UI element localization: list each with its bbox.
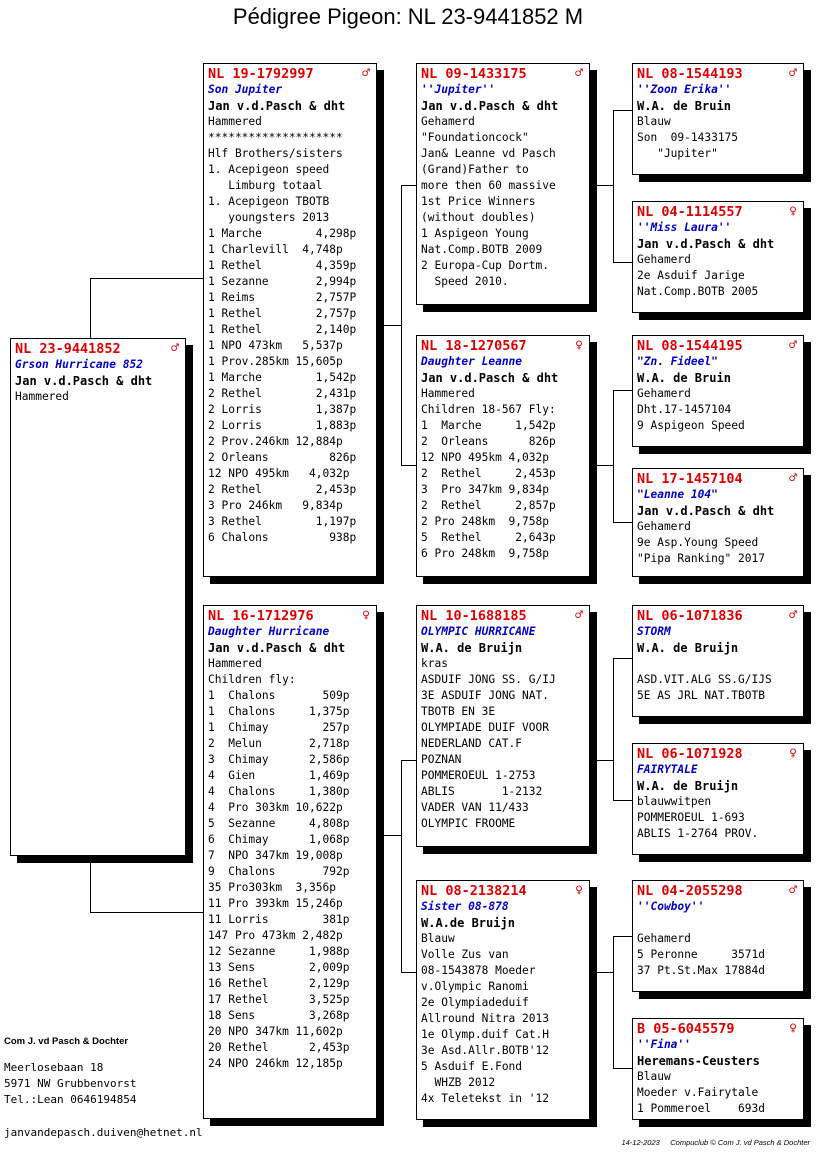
connector bbox=[597, 185, 613, 186]
info-line: VADER VAN 11/433 bbox=[421, 801, 529, 814]
info-line: 5 Peronne 3571d bbox=[637, 948, 765, 961]
info-line: 1 Aspigeon Young bbox=[421, 227, 529, 240]
info-line: 11 Pro 393km 15,246p bbox=[208, 897, 343, 910]
pigeon-card-ggp-5[interactable] bbox=[632, 605, 804, 717]
info-line: 3 Pro 246km 9,834p bbox=[208, 499, 343, 512]
sex-icon: ♂ bbox=[362, 66, 370, 81]
pigeon-name: ''Zoon Erika'' bbox=[637, 83, 732, 96]
card-header bbox=[421, 66, 585, 82]
info-line bbox=[637, 656, 799, 672]
card-header bbox=[15, 341, 181, 357]
info-line: 35 Pro303km 3,356p bbox=[208, 881, 336, 894]
connector bbox=[384, 325, 401, 326]
info-line: 17 Rethel 3,525p bbox=[208, 993, 350, 1006]
pigeon-name: Daughter Leanne bbox=[421, 355, 523, 368]
pigeon-name: "Zn. Fideel" bbox=[637, 355, 718, 368]
pigeon-name: OLYMPIC HURRICANE bbox=[421, 625, 536, 638]
pigeon-name: Son Jupiter bbox=[208, 83, 283, 96]
breeder: W.A.de Bruijn bbox=[421, 916, 515, 930]
connector bbox=[401, 185, 417, 186]
info-line: 4 Gien 1,469p bbox=[208, 769, 350, 782]
info-line: Allround Nitra 2013 bbox=[421, 1012, 549, 1025]
info-line: Hammered bbox=[208, 115, 262, 128]
info-line: youngsters 2013 bbox=[208, 211, 330, 224]
breeder: Jan v.d.Pasch & dht bbox=[421, 371, 559, 385]
info-line: POZNAN bbox=[421, 753, 462, 766]
info-line: 1. Acepigeon speed bbox=[208, 163, 330, 176]
info-line: 1 Rethel 4,359p bbox=[208, 259, 357, 272]
connector bbox=[90, 850, 91, 912]
info-line: 24 NPO 246km 12,185p bbox=[208, 1057, 343, 1070]
info-line: 9 Chalons 792p bbox=[208, 865, 350, 878]
ring-number: NL 17-1457104 bbox=[637, 471, 743, 487]
info-line: Hammered bbox=[15, 390, 69, 403]
connector bbox=[613, 658, 633, 659]
connector bbox=[401, 972, 417, 973]
breeder: Jan v.d.Pasch & dht bbox=[637, 237, 775, 251]
card-header bbox=[637, 338, 799, 354]
pigeon-name: ''Jupiter'' bbox=[421, 83, 496, 96]
info-line: 5 Asduif E.Fond bbox=[421, 1060, 523, 1073]
info-line: Limburg totaal bbox=[208, 179, 323, 192]
info-line: 3E ASDUIF JONG NAT. bbox=[421, 689, 549, 702]
info-line: 3 Pro 347km 9,834p bbox=[421, 483, 549, 496]
info-line: Gehamerd bbox=[637, 932, 691, 945]
info-line: Children fly: bbox=[208, 673, 296, 686]
info-line: 2 Rethel 2,431p bbox=[208, 387, 357, 400]
info-line: 13 Sens 2,009p bbox=[208, 961, 350, 974]
footer bbox=[621, 1138, 810, 1147]
connector bbox=[597, 972, 613, 973]
card-header bbox=[421, 608, 585, 624]
breeder: Jan v.d.Pasch & dht bbox=[637, 504, 775, 518]
pigeon-name: ''Miss Laura'' bbox=[637, 221, 732, 234]
info-line: Nat.Comp.BOTB 2009 bbox=[421, 243, 543, 256]
info-line: Hammered bbox=[208, 657, 262, 670]
info-line: POMMEROEUL 1-693 bbox=[637, 811, 745, 824]
info-line: 1. Acepigeon TBOTB bbox=[208, 195, 330, 208]
sex-icon: ♀ bbox=[789, 1021, 797, 1036]
sex-icon: ♂ bbox=[575, 608, 583, 623]
connector bbox=[90, 278, 91, 340]
info-line: 1 Chalons 509p bbox=[208, 689, 350, 702]
connector bbox=[613, 390, 633, 391]
pigeon-card-ggp-2[interactable] bbox=[632, 201, 804, 313]
info-line: more then 60 massive bbox=[421, 179, 556, 192]
info-line: (without doubles) bbox=[421, 211, 536, 224]
info-line: 12 NPO 495km 4,032p bbox=[421, 451, 549, 464]
sex-icon: ♂ bbox=[575, 66, 583, 81]
sex-icon: ♂ bbox=[789, 883, 797, 898]
pigeon-name: Sister 08-878 bbox=[421, 900, 509, 913]
info-line: 1 Marche 4,298p bbox=[208, 227, 357, 240]
connector bbox=[90, 912, 204, 913]
pigeon-card-paternal-grandmother[interactable] bbox=[416, 335, 590, 577]
owner-street: Meerlosebaan 18 bbox=[4, 1061, 104, 1074]
info-line: 5 Sezanne 4,808p bbox=[208, 817, 350, 830]
connector bbox=[613, 262, 633, 263]
info-line: v.Olympic Ranomi bbox=[421, 980, 529, 993]
pigeon-card-mother[interactable] bbox=[203, 605, 377, 1119]
pigeon-name: "Leanne 104" bbox=[637, 488, 718, 501]
sex-icon: ♂ bbox=[789, 338, 797, 353]
info-line: 5 Rethel 2,643p bbox=[421, 531, 556, 544]
info-line: 12 Sezanne 1,988p bbox=[208, 945, 350, 958]
info-line: 1 Rethel 2,757p bbox=[208, 307, 357, 320]
info-line: 2 Melun 2,718p bbox=[208, 737, 350, 750]
pigeon-name: ''Cowboy'' bbox=[637, 900, 705, 913]
owner-city: 5971 NW Grubbenvorst bbox=[4, 1077, 137, 1090]
pigeon-name: Grson Hurricane 852 bbox=[15, 358, 143, 371]
sex-icon: ♀ bbox=[789, 746, 797, 761]
info-line: 9e Asp.Young Speed bbox=[637, 536, 759, 549]
pigeon-card-paternal-grandfather[interactable] bbox=[416, 63, 590, 305]
pigeon-card-ggp-4[interactable] bbox=[632, 468, 804, 577]
ring-number: NL 09-1433175 bbox=[421, 66, 527, 82]
breeder: W.A. de Bruijn bbox=[637, 779, 739, 793]
info-line: Dht.17-1457104 bbox=[637, 403, 732, 416]
pigeon-name: FAIRYTALE bbox=[637, 763, 698, 776]
pigeon-card-father[interactable] bbox=[203, 63, 377, 577]
owner-phone: Tel.:Lean 0646194854 bbox=[4, 1093, 137, 1106]
ring-number: NL 16-1712976 bbox=[208, 608, 314, 624]
sex-icon: ♀ bbox=[575, 338, 583, 353]
info-line: 37 Pt.St.Max 17884d bbox=[637, 964, 765, 977]
pigeon-name: STORM bbox=[637, 625, 671, 638]
info-line: "Foundationcock" bbox=[421, 131, 529, 144]
footer-credit: Compuclub © Com J. vd Pasch & Dochter bbox=[670, 1138, 810, 1147]
info-line: 2e Olympiadeduif bbox=[421, 996, 529, 1009]
connector bbox=[384, 835, 401, 836]
info-line: 20 Rethel 2,453p bbox=[208, 1041, 350, 1054]
sex-icon: ♂ bbox=[171, 341, 179, 356]
card-header bbox=[208, 66, 372, 82]
info-line: Speed 2010. bbox=[421, 275, 509, 288]
info-line: Son 09-1433175 bbox=[637, 131, 739, 144]
info-line: 18 Sens 3,268p bbox=[208, 1009, 350, 1022]
connector bbox=[401, 465, 417, 466]
info-line: 1 Prov.285km 15,605p bbox=[208, 355, 343, 368]
connector bbox=[90, 278, 204, 279]
info-line: Nat.Comp.BOTB 2005 bbox=[637, 285, 759, 298]
pigeon-name: ''Fina'' bbox=[637, 1038, 691, 1051]
info-line: ASD.VIT.ALG SS.G/IJS bbox=[637, 673, 772, 686]
connector bbox=[613, 800, 633, 801]
info-line: 1 Chalons 1,375p bbox=[208, 705, 350, 718]
info-line: 2 Rethel 2,453p bbox=[208, 483, 357, 496]
connector bbox=[613, 110, 614, 262]
info-line: 11 Lorris 381p bbox=[208, 913, 350, 926]
info-line: 4 Pro 303km 10,622p bbox=[208, 801, 343, 814]
info-line: OLYMPIC FROOME bbox=[421, 817, 516, 830]
info-line: 4 Chalons 1,380p bbox=[208, 785, 350, 798]
info-line: Hlf Brothers/sisters bbox=[208, 147, 343, 160]
connector bbox=[613, 522, 633, 523]
info-line: 6 Chimay 1,068p bbox=[208, 833, 350, 846]
info-line: 1 Rethel 2,140p bbox=[208, 323, 357, 336]
info-line: ABLIS 1-2132 bbox=[421, 785, 543, 798]
card-header bbox=[637, 883, 799, 899]
info-line: 2 Lorris 1,387p bbox=[208, 403, 357, 416]
pigeon-card-ggp-7[interactable] bbox=[632, 880, 804, 992]
info-line: 1 Chimay 257p bbox=[208, 721, 350, 734]
sex-icon: ♀ bbox=[789, 204, 797, 219]
pigeon-card-ggp-1[interactable] bbox=[632, 63, 804, 175]
info-line: 147 Pro 473km 2,482p bbox=[208, 929, 343, 942]
info-line: 2 Orleans 826p bbox=[208, 451, 357, 464]
card-header bbox=[637, 1021, 799, 1037]
connector bbox=[597, 760, 613, 761]
sex-icon: ♀ bbox=[575, 883, 583, 898]
ring-number: NL 10-1688185 bbox=[421, 608, 527, 624]
info-line: 2 Europa-Cup Dortm. bbox=[421, 259, 549, 272]
breeder: W.A. de Bruin bbox=[637, 371, 731, 385]
info-line: Gehamerd bbox=[421, 115, 475, 128]
sex-icon: ♂ bbox=[789, 608, 797, 623]
breeder: W.A. de Bruin bbox=[637, 99, 731, 113]
breeder: Jan v.d.Pasch & dht bbox=[421, 99, 559, 113]
breeder: W.A. de Bruijn bbox=[421, 641, 523, 655]
breeder: Jan v.d.Pasch & dht bbox=[208, 641, 346, 655]
info-line: 4x Teletekst in '12 bbox=[421, 1092, 549, 1105]
breeder: W.A. de Bruijn bbox=[637, 641, 739, 655]
info-line: 1 Marche 1,542p bbox=[421, 419, 556, 432]
info-line: 1e Olymp.duif Cat.H bbox=[421, 1028, 549, 1041]
connector bbox=[613, 1068, 633, 1069]
breeder bbox=[637, 915, 799, 931]
card-header bbox=[637, 746, 799, 762]
page-title: Pédigree Pigeon: NL 23-9441852 M bbox=[232, 4, 584, 29]
info-line: 12 NPO 495km 4,032p bbox=[208, 467, 350, 480]
ring-number: NL 04-2055298 bbox=[637, 883, 743, 899]
breeder: Heremans-Ceusters bbox=[637, 1054, 760, 1068]
info-line: POMMEROEUL 1-2753 bbox=[421, 769, 536, 782]
ring-number: NL 19-1792997 bbox=[208, 66, 314, 82]
ring-number: NL 04-1114557 bbox=[637, 204, 743, 220]
info-line: ******************** bbox=[208, 131, 343, 144]
info-line: 1 Pommeroel 693d bbox=[637, 1102, 765, 1115]
connector bbox=[597, 465, 613, 466]
info-line: 1 Marche 1,542p bbox=[208, 371, 357, 384]
info-line: 2 Orleans 826p bbox=[421, 435, 556, 448]
info-line: Jan& Leanne vd Pasch bbox=[421, 147, 556, 160]
ring-number: NL 23-9441852 bbox=[15, 341, 121, 357]
connector bbox=[613, 658, 614, 800]
info-line: 3 Rethel 1,197p bbox=[208, 515, 357, 528]
info-line: WHZB 2012 bbox=[421, 1076, 496, 1089]
pigeon-card-maternal-grandmother[interactable] bbox=[416, 880, 590, 1120]
info-line: 20 NPO 347km 11,602p bbox=[208, 1025, 343, 1038]
info-line: "Pipa Ranking" 2017 bbox=[637, 552, 765, 565]
info-line: (Grand)Father to bbox=[421, 163, 529, 176]
sex-icon: ♂ bbox=[789, 66, 797, 81]
info-line: 2e Asduif Jarige bbox=[637, 269, 745, 282]
info-line: Hammered bbox=[421, 387, 475, 400]
info-line: 7 NPO 347km 19,008p bbox=[208, 849, 343, 862]
connector bbox=[401, 760, 417, 761]
info-line: Gehamerd bbox=[637, 253, 691, 266]
pigeon-name: Daughter Hurricane bbox=[208, 625, 330, 638]
info-line: 9 Aspigeon Speed bbox=[637, 419, 745, 432]
info-line: 6 Chalons 938p bbox=[208, 531, 357, 544]
info-line: 1st Price Winners bbox=[421, 195, 536, 208]
sex-icon: ♂ bbox=[789, 471, 797, 486]
card-header bbox=[637, 204, 799, 220]
info-line: 2 Rethel 2,857p bbox=[421, 499, 556, 512]
card-header bbox=[421, 338, 585, 354]
info-line: 6 Pro 248km 9,758p bbox=[421, 547, 549, 560]
info-line: Gehamerd bbox=[637, 520, 691, 533]
connector bbox=[401, 760, 402, 972]
card-header bbox=[421, 883, 585, 899]
info-line: Blauw bbox=[421, 932, 455, 945]
info-line: 2 Lorris 1,883p bbox=[208, 419, 357, 432]
connector bbox=[613, 110, 633, 111]
ring-number: NL 18-1270567 bbox=[421, 338, 527, 354]
info-line: 1 Sezanne 2,994p bbox=[208, 275, 357, 288]
pigeon-card-ggp-6[interactable] bbox=[632, 743, 804, 855]
info-line: ASDUIF JONG SS. G/IJ bbox=[421, 673, 556, 686]
connector bbox=[613, 936, 614, 1068]
pigeon-card-ggp-3[interactable] bbox=[632, 335, 804, 447]
footer-date: 14-12-2023 bbox=[621, 1138, 660, 1147]
info-line: 2 Prov.246km 12,884p bbox=[208, 435, 343, 448]
info-line: Volle Zus van bbox=[421, 948, 509, 961]
card-header bbox=[208, 608, 372, 624]
card-header bbox=[637, 471, 799, 487]
info-line: 3 Chimay 2,586p bbox=[208, 753, 350, 766]
info-line: Blauw bbox=[637, 1070, 671, 1083]
owner-email[interactable]: janvandepasch.duiven@hetnet.nl bbox=[4, 1126, 203, 1139]
breeder: Jan v.d.Pasch & dht bbox=[208, 99, 346, 113]
ring-number: B 05-6045579 bbox=[637, 1021, 735, 1037]
info-line: ABLIS 1-2764 PROV. bbox=[637, 827, 759, 840]
info-line: 2 Pro 248km 9,758p bbox=[421, 515, 549, 528]
info-line: 1 NPO 473km 5,537p bbox=[208, 339, 343, 352]
info-line: 2 Rethel 2,453p bbox=[421, 467, 556, 480]
ring-number: NL 06-1071836 bbox=[637, 608, 743, 624]
info-line: 3e Asd.Allr.BOTB'12 bbox=[421, 1044, 549, 1057]
info-line: 1 Reims 2,757P bbox=[208, 291, 357, 304]
info-line: "Jupiter" bbox=[637, 147, 718, 160]
info-line: TBOTB EN 3E bbox=[421, 705, 496, 718]
connector bbox=[613, 390, 614, 522]
info-line: 1 Charlevill 4,748p bbox=[208, 243, 343, 256]
card-header bbox=[637, 66, 799, 82]
sex-icon: ♀ bbox=[362, 608, 370, 623]
info-line: 5E AS JRL NAT.TBOTB bbox=[637, 689, 765, 702]
pigeon-card-subject[interactable] bbox=[10, 338, 186, 856]
info-line: Blauw bbox=[637, 115, 671, 128]
breeder: Jan v.d.Pasch & dht bbox=[15, 374, 153, 388]
ring-number: NL 06-1071928 bbox=[637, 746, 743, 762]
owner-company: Com J. vd Pasch & Dochter bbox=[4, 1036, 129, 1047]
ring-number: NL 08-1544195 bbox=[637, 338, 743, 354]
info-line: 08-1543878 Moeder bbox=[421, 964, 536, 977]
connector bbox=[401, 185, 402, 465]
ring-number: NL 08-2138214 bbox=[421, 883, 527, 899]
info-line: Gehamerd bbox=[637, 387, 691, 400]
info-line: OLYMPIADE DUIF VOOR bbox=[421, 721, 549, 734]
info-line: kras bbox=[421, 657, 448, 670]
info-line: blauwwitpen bbox=[637, 795, 712, 808]
pigeon-card-maternal-grandfather[interactable] bbox=[416, 605, 590, 847]
ring-number: NL 08-1544193 bbox=[637, 66, 743, 82]
info-line: NEDERLAND CAT.F bbox=[421, 737, 523, 750]
info-line: Children 18-567 Fly: bbox=[421, 403, 556, 416]
info-line: Moeder v.Fairytale bbox=[637, 1086, 759, 1099]
info-line: 16 Rethel 2,129p bbox=[208, 977, 350, 990]
card-header bbox=[637, 608, 799, 624]
connector bbox=[613, 936, 633, 937]
pigeon-card-ggp-8[interactable] bbox=[632, 1018, 804, 1120]
